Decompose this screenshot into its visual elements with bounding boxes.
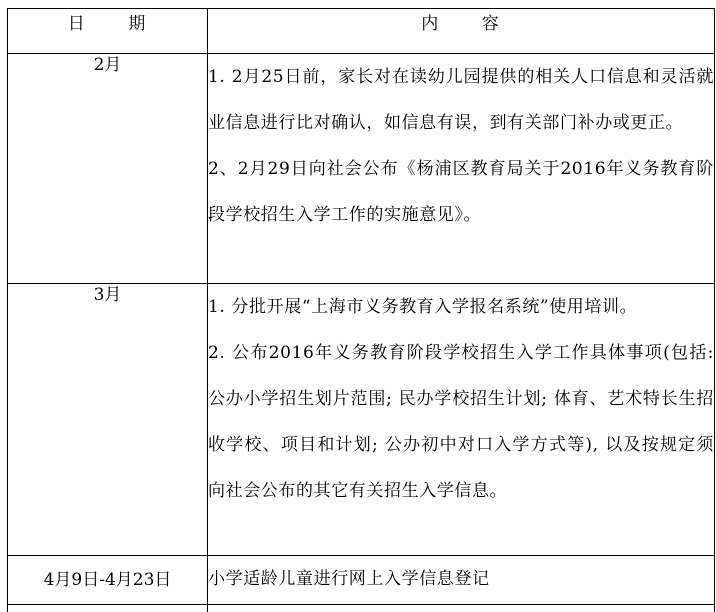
content-item: 1. 2月25日前，家长对在读幼儿园提供的相关人口信息和灵活就业信息进行比对确认，如信息有误，到有关部门补办或更正。: [208, 67, 714, 133]
content-item: 1. 分批开展“上海市义务教育入学报名系统”使用培训。: [208, 297, 638, 317]
content-item: 2、2月29日向社会公布《杨浦区教育局关于2016年义务教育阶段学校招生入学工作的实施意见》。: [208, 159, 714, 225]
content-item: 小学适龄儿童进行网上入学信息登记: [208, 569, 490, 589]
row-date: 2月: [8, 54, 208, 284]
table-row: [8, 54, 715, 284]
table-row: [8, 284, 715, 556]
table-row-partial: [8, 605, 715, 612]
row-content: [208, 54, 715, 284]
enrollment-schedule-table: [7, 8, 715, 612]
table-header-row: [8, 9, 715, 54]
row-content: [208, 284, 715, 556]
content-item: 2. 公布2016年义务教育阶段学校招生入学工作具体事项(包括: 公办小学招生划片范围; 民办学校招生计划; 体育、艺术特长生招收学校、项目和计划; 公办初中对口入学方式等), 以及按规定须向社会公布的其它有关招生入学信息。: [208, 343, 714, 501]
row-content: [208, 556, 715, 605]
row-date: 4月9日-4月23日: [8, 556, 208, 605]
row-date-empty: [8, 605, 208, 612]
row-content-empty: [208, 605, 715, 612]
header-content: 内 容: [208, 9, 715, 54]
row-date: 3月: [8, 284, 208, 556]
table-row: [8, 556, 715, 605]
header-date: 日 期: [8, 9, 208, 54]
